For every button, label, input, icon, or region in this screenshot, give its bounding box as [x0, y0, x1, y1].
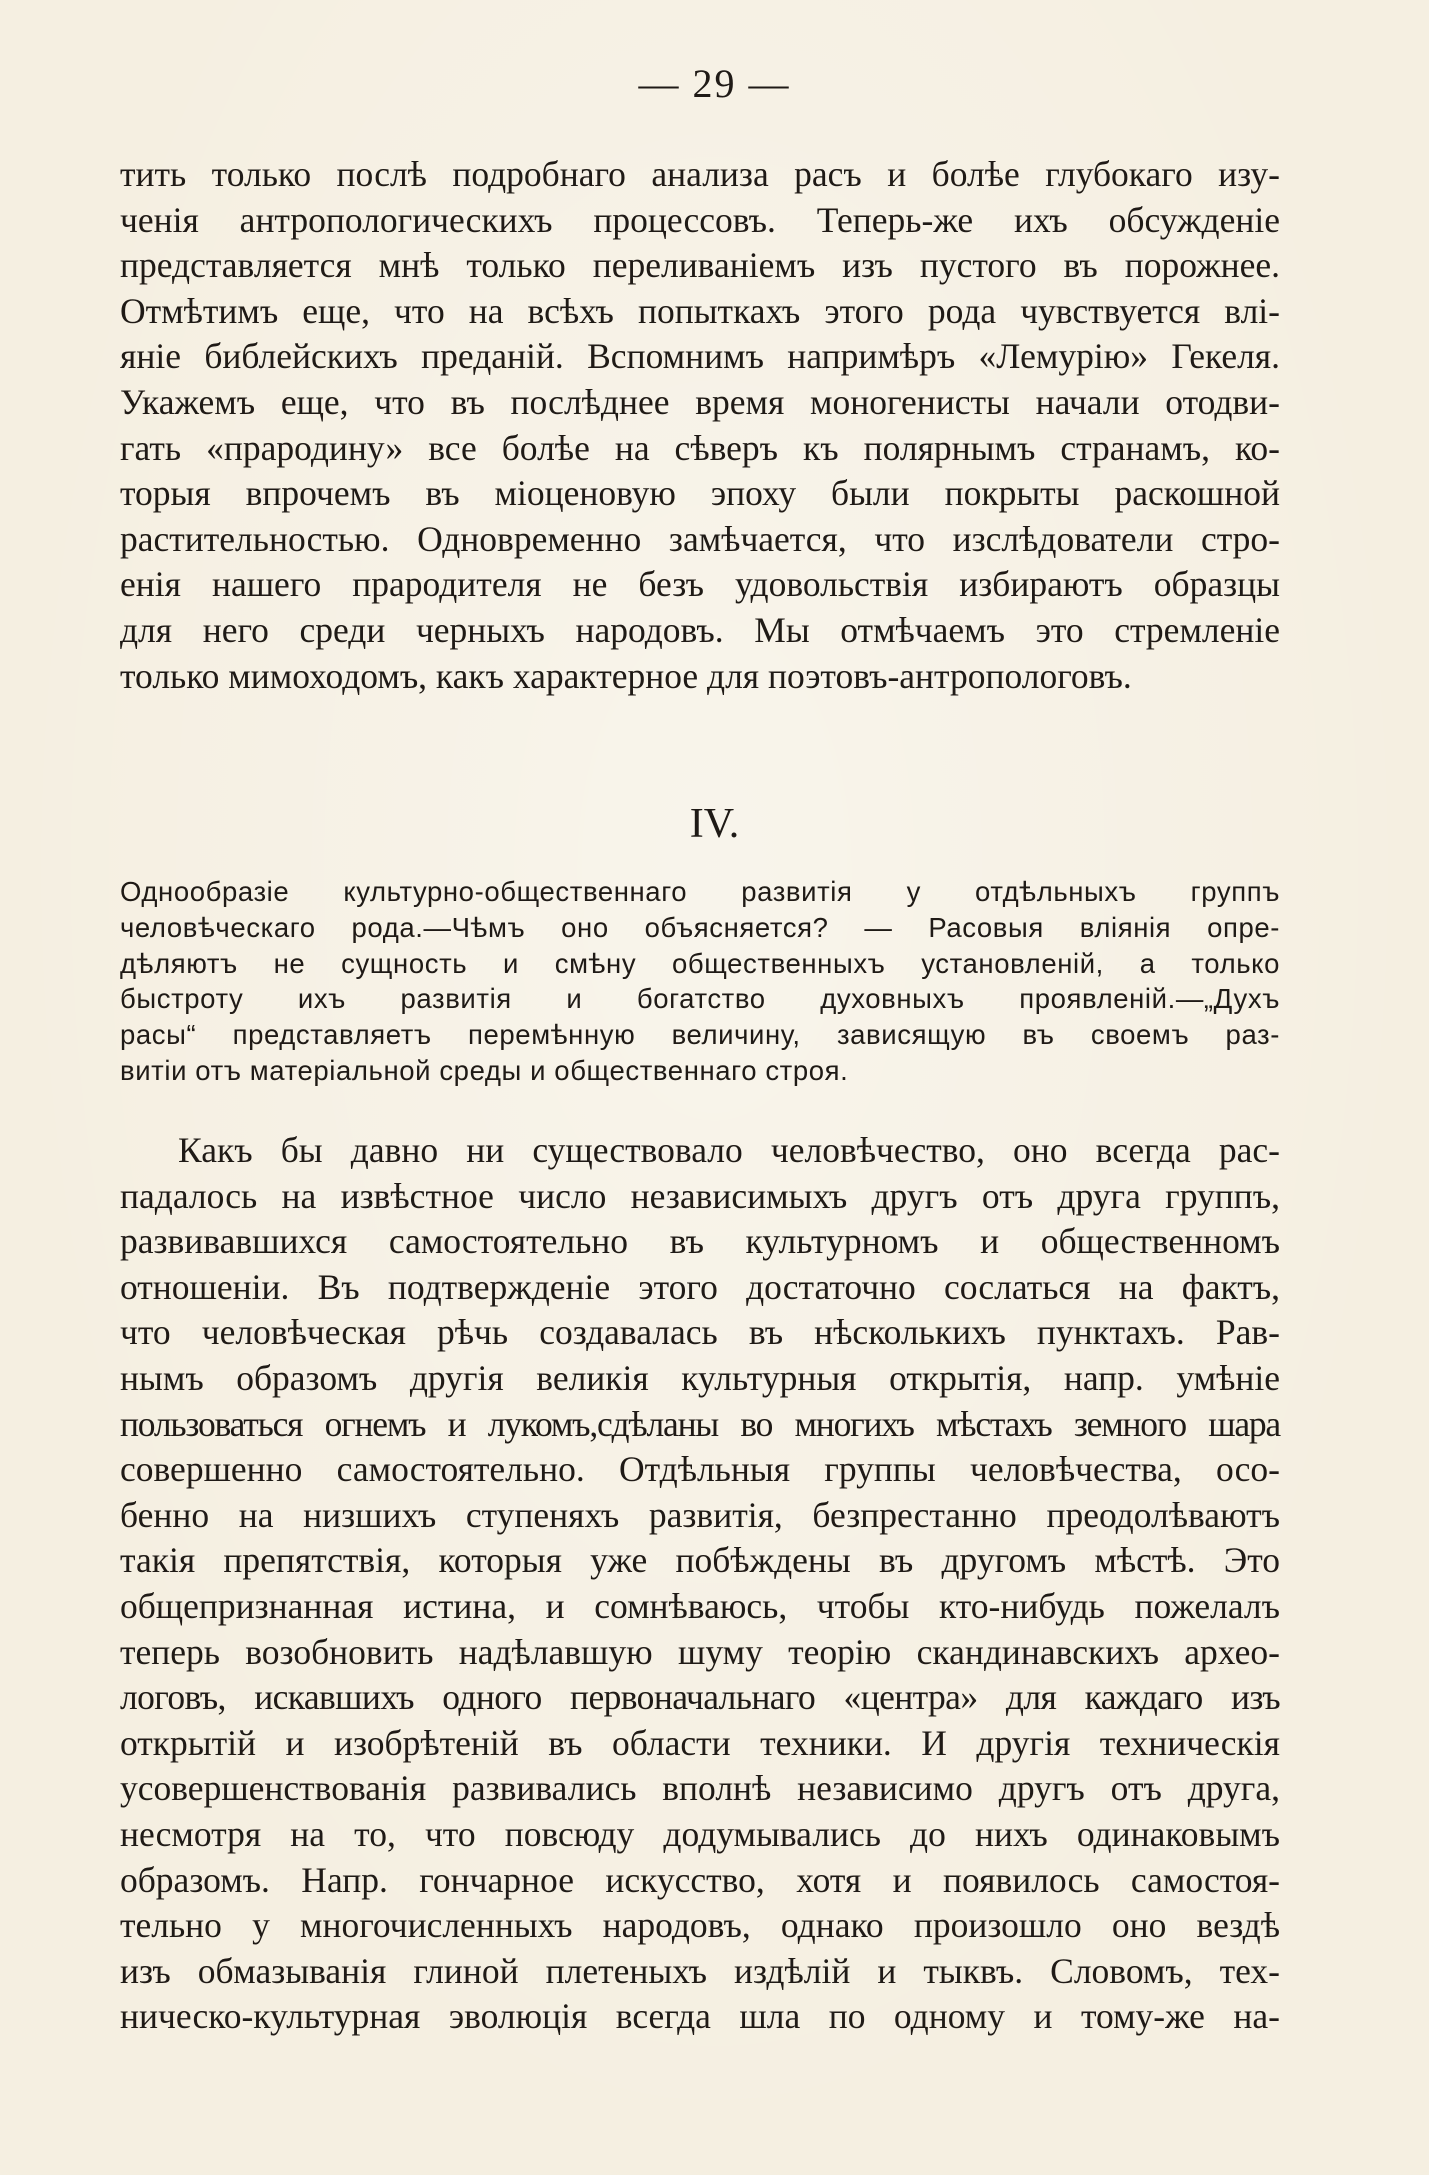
paragraph-continued [120, 152, 1280, 699]
text-line: падалось на извѣстное число независимыхъ другъ отъ друга группъ, [120, 1175, 1280, 1216]
text-line: логовъ, искавшихъ одного первоначальнаго «центра» для каждаго изъ [120, 1677, 1280, 1718]
text-line: тельно у многочисленныхъ народовъ, однако произошло оно вездѣ [120, 1905, 1280, 1946]
summary-line: витіи отъ матеріальной среды и общественнаго строя. [120, 1054, 849, 1086]
text-line: изъ обмазыванія глиной плетеныхъ издѣлій и тыквъ. Словомъ, тех- [120, 1950, 1280, 1991]
text-line: открытій и изобрѣтеній въ области техники. И другія техническія [120, 1722, 1280, 1763]
text-line: Отмѣтимъ еще, что на всѣхъ попыткахъ этого рода чувствуется влі- [120, 290, 1280, 331]
text-line: торыя впрочемъ въ міоценовую эпоху были покрыты раскошной [120, 473, 1280, 514]
text-line: яніе библейскихъ преданій. Вспомнимъ напримѣръ «Лемурію» Гекеля. [120, 336, 1280, 377]
text-line: такія препятствія, которыя уже побѣждены въ другомъ мѣстѣ. Это [120, 1540, 1280, 1581]
text-line: нымъ образомъ другія великія культурныя открытія, напр. умѣніе [120, 1357, 1280, 1398]
text-line: представляется мнѣ только переливаніемъ изъ пустого въ порожнее. [120, 245, 1280, 286]
text-line: ническо-культурная эволюція всегда шла по одному и тому-же на- [120, 1996, 1280, 2037]
paragraph-main [120, 1128, 1280, 2040]
text-line: Какъ бы давно ни существовало человѣчество, оно всегда рас- [178, 1130, 1280, 1170]
page-number: — 29 — [638, 61, 791, 106]
text-line: образомъ. Напр. гончарное искусство, хотя и появилось самостоя- [120, 1859, 1280, 1900]
summary-line: человѣческаго рода.—Чѣмъ оно объясняется? — Расовыя вліянія опре- [120, 911, 1280, 943]
summary-line: расы“ представляетъ перемѣнную величину, зависящую въ своемъ раз- [120, 1019, 1280, 1051]
summary-line: быстроту ихъ развитія и богатство духовныхъ проявленій.—„Духъ [120, 983, 1280, 1015]
text-line: усовершенствованія развивались вполнѣ независимо другъ отъ друга, [120, 1768, 1280, 1809]
text-line: растительностью. Одновременно замѣчается, что изслѣдователи стро- [120, 518, 1280, 559]
text-line: для него среди черныхъ народовъ. Мы отмѣчаемъ это стремленіе [120, 609, 1280, 650]
summary-line: Однообразіе культурно-общественнаго развитія у отдѣльныхъ группъ [120, 876, 1280, 907]
section-summary [120, 874, 1280, 1089]
text-line: теперь возобновить надѣлавшую шуму теорію скандинавскихъ архео- [120, 1631, 1280, 1672]
text-line: енія нашего прародителя не безъ удовольствія избираютъ образцы [120, 564, 1280, 605]
section-heading: IV. [689, 801, 740, 847]
text-line: несмотря на то, что повсюду додумывались до нихъ одинаковымъ [120, 1813, 1280, 1854]
text-line: совершенно самостоятельно. Отдѣльныя группы человѣчества, осо- [120, 1449, 1280, 1490]
text-line: пользоваться огнемъ и лукомъ,сдѣланы во многихъ мѣстахъ земного шара [120, 1403, 1280, 1444]
text-line: бенно на низшихъ ступеняхъ развитія, безпрестанно преодолѣваютъ [120, 1494, 1280, 1535]
text-line: ченія антропологическихъ процессовъ. Теперь-же ихъ обсужденіе [120, 199, 1280, 240]
text-line: развивавшихся самостоятельно въ культурномъ и общественномъ [120, 1221, 1280, 1262]
text-line: Укажемъ еще, что въ послѣднее время моногенисты начали отодви- [120, 381, 1280, 422]
text-line: общепризнанная истина, и сомнѣваюсь, чтобы кто-нибудь пожелалъ [120, 1585, 1280, 1626]
summary-line: дѣляютъ не сущность и смѣну общественныхъ установленій, а только [120, 947, 1280, 979]
text-line: что человѣческая рѣчь создавалась въ нѣсколькихъ пунктахъ. Рав- [120, 1312, 1280, 1353]
text-line: гать «прародину» все болѣе на сѣверъ къ полярнымъ странамъ, ко- [120, 427, 1280, 468]
text-line: отношеніи. Въ подтвержденіе этого достаточно сослаться на фактъ, [120, 1266, 1280, 1307]
text-line: только мимоходомъ, какъ характерное для поэтовъ-антропологовъ. [120, 655, 1132, 696]
text-line: тить только послѣ подробнаго анализа расъ и болѣе глубокаго изу- [120, 154, 1280, 194]
